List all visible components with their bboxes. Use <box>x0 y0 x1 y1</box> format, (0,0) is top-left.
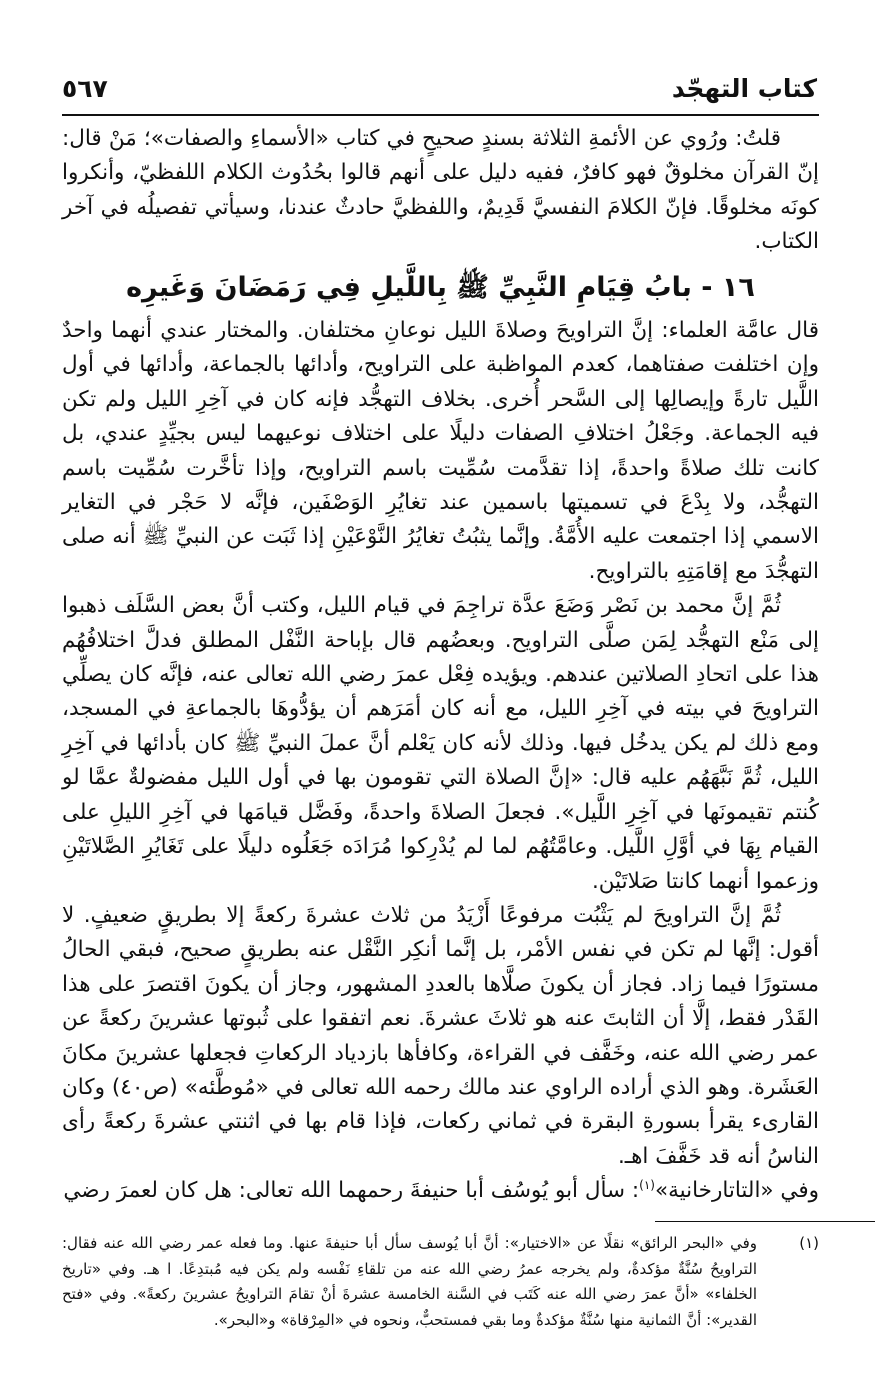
page-number: ٥٦٧ <box>62 74 108 103</box>
paragraph-last <box>62 1174 819 1208</box>
footnote-ref[interactable]: (١) <box>639 1178 655 1192</box>
paragraph: قال عامَّة العلماء: إنَّ التراويحَ وصلاةَ الليل نوعانِ مختلفان. والمختار عندي أنهما واحدٌ وإن اختلفت صفتاهما، كعدم المواظبة على التراويح، وأدائها بالجماعة، وأدائها في أول اللَّيل تارةً وإيصالِها إلى السَّحر أُخرى. بخلاف التهجُّد فإنه كان في آخِرِ الليل ولم تكن فيه الجماعة. وجَعْلُ اختلافِ الصفات دليلًا على اختلاف نوعيهما ليس بجيِّدٍ عندي، بل كانت تلك صلاةً واحدةً، إذا تقدَّمت سُمِّيت باسم التراويح، وإذا تأخَّرت سُمِّيت باسم التهجُّد، ولا بِدْعَ في تسميتها باسمين عند تغايُرِ الوَصْفَين، فإنَّه لا حَجْر في التغاير الاسمي إذا اجتمعت عليه الأُمَّةُ. وإنَّما يثبُتُ تغايُرُ النَّوْعَيْنِ إذا ثَبَت عن النبيِّ ﷺ أنه صلى التهجُّدَ مع إقامَتِهِ بالتراويح. <box>62 318 819 584</box>
footnotes <box>62 1231 819 1333</box>
footnote-rule <box>655 1221 875 1222</box>
footnote <box>62 1231 819 1333</box>
paragraph: ثُمَّ إنَّ محمد بن نَصْر وَضَعَ عدَّة تراجِمَ في قيام الليل، وكتب أنَّ بعض السَّلَف ذهبوا إلى مَنْع التهجُّد لِمَن صلَّى التراويح. وبعضُهم قال بإباحة النَّفْل المطلق فدلَّ اختلافُهُم هذا على اتحادِ الصلاتين عندهم. ويؤيده فِعْل عمرَ رضي الله تعالى عنه، فإنَّه كان يصلِّي التراويحَ في بيته في آخِرِ الليل، مع أنه كان أمَرَهم أن يؤدُّوهَا بالجماعةِ في المسجد، ومع ذلك لم يكن يدخُل فيها. وذلك لأنه كان يَعْلم أنَّ عملَ النبيِّ ﷺ كان بأدائها في آخِرِ الليل، ثُمَّ نَبَّهَهُم عليه قال: «إنَّ الصلاة التي تقومون بها في أول الليل مفضولةٌ عمَّا لو كُنتم تقيمونَها في آخِرِ اللَّيل». فجعلَ الصلاةَ واحدةً، وفَضَّل قيامَها في آخِرِ الليلِ على القيام بِهَا في أوَّلِ اللَّيل. وعامَّتُهُم لما لم يُدْرِكوا مُرَادَه جَعَلُوه دليلًا على تَغَايُرِ الصَّلاتَيْنِ وزعموا أنهما كانتا صَلاتَيْن. <box>62 593 819 894</box>
chapter-heading: ١٦ - بابُ قِيَامِ النَّبِيِّ ﷺ بِاللَّيلِ فِي رَمَضَانَ وَغَيرِه <box>126 272 755 303</box>
chapter-body <box>62 314 819 1209</box>
paragraph-last-tail: : سأل أبو يُوسُف أبا حنيفةَ رحمهما الله تعالى: هل كان لعمرَ رضي <box>63 1178 640 1204</box>
intro-paragraph: قلتُ: ورُوي عن الأئمةِ الثلاثة بسندٍ صحيحٍ في كتاب «الأسماءِ والصفات»؛ مَنْ قال: إنّ القرآن مخلوقٌ فهو كافرٌ، ففيه دليل على أنهم قالوا بحُدُوث الكلام اللفظيّ، وأنكروا كونَه مخلوقًا. فإنّ الكلامَ النفسيَّ قَدِيمٌ، واللفظيَّ حادثٌ عندنا، وسيأتي تفصيلُه في آخر الكتاب. <box>62 126 819 255</box>
footnote-text: وفي «البحر الرائق» نقلًا عن «الاختيار»: أنَّ أبا يُوسف سأل أبا حنيفةَ عنها. وما فعله عمر رضي الله عنه فقال: التراويحُ سُنَّةٌ مؤكدةٌ، ولم يخرجه عمرُ رضي الله عنه من تلقاءِ نَفْسه ولم يكن فيه مُبتدِعًا. ا هـ. وفي «تاريخ الخلفاء» «أنَّ عمرَ رضي الله عنه كَتَب في السَّنة الخامسة عشرةَ أنْ تقامَ التراويحُ عشرينَ ركعةً». وفي «فتح القدير»: أنَّ الثمانية منها سُنَّةٌ مؤكدةٌ وما بقي فمستحبٌّ، ونحوه في «المِرْقاة» و«البحر». <box>62 1234 757 1329</box>
footnote-marker: (١) <box>799 1234 819 1252</box>
header-rule <box>62 114 819 116</box>
paragraph-last-start: وفي «التاتارخانية» <box>654 1178 819 1204</box>
running-title: كتاب التهجّد <box>671 74 817 103</box>
paragraph: ثُمَّ إنَّ التراويحَ لم يَثْبُت مرفوعًا أَزْيَدُ من ثلاث عشرةَ ركعةً إلا بطريقٍ ضعيفٍ. لا أقول: إنَّها لم تكن في نفس الأمْر، بل إنَّما أنكِر النَّقْل عنه بطريقٍ صحيح، فبقي الحالُ مستورًا فيما زاد. فجاز أن يكونَ صلَّاها بالعددِ المشهور، وجاز أن يكونَ اقتصرَ على هذا القَدْر فقط، إلَّا أن الثابتَ عنه هو ثلاثَ عشرةَ. نعم اتفقوا على ثُبوتها عشرينَ ركعةً عن عمر رضي الله عنه، وخَفَّف في القراءة، وكافأها بازدياد الركعاتِ فجعلها عشرينَ مكانَ العَشَرة. وهو الذي أراده الراوي عند مالك رحمه الله تعالى في «مُوطَّئه» (ص٤٠) وكان القارىء يقرأ بسورةِ البقرة في ثماني ركعات، فإذا قام بها في اثنتي عشرةَ ركعةً رأى الناسُ أنه قد خَفَّفَ اهـ. <box>62 902 819 1169</box>
intro-block <box>62 122 819 260</box>
